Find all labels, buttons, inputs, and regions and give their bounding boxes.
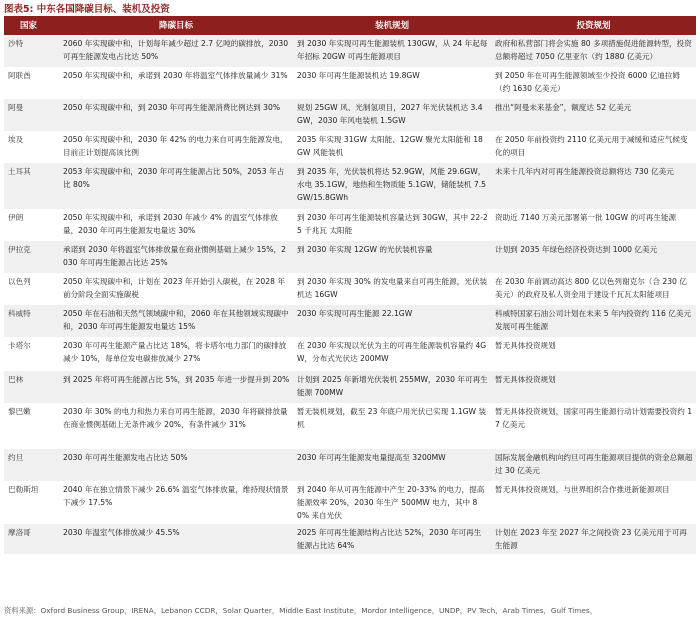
figure-caption: 图表5: 中东各国降碳目标、装机及投资	[4, 4, 170, 15]
target-cell: 2050 年实现碳中和，计划在 2023 年开始引入碳税，在 2028 年前分阶段全面实施碳税	[59, 273, 293, 305]
table-body	[4, 35, 696, 554]
investment-cell: 计划在 2023 年至 2027 年之间投资 23 亿美元用于可再生能源	[491, 524, 696, 554]
capacity-cell: 2035 年实现 31GW 太阳能、12GW 聚光太阳能和 18GW 风能装机	[293, 131, 491, 163]
investment-cell: 计划到 2035 年绿色经济投资达到 1000 亿美元	[491, 241, 696, 273]
header-country: 国家	[4, 17, 59, 35]
country-cell: 黎巴嫩	[4, 403, 59, 449]
investment-cell: 暂无具体投资规划	[491, 371, 696, 403]
capacity-cell: 计划到 2025 年新增光伏装机 255MW，2030 年可再生能源 700MW	[293, 371, 491, 403]
targets-table	[4, 17, 696, 554]
capacity-cell: 到 2035 年，光伏装机将达 52.9GW，风能 29.6GW，水电 35.1GW，地热和生物质能 5.1GW，储能装机 7.5GW/15.8GWh	[293, 163, 491, 209]
table-row	[4, 305, 696, 337]
capacity-cell: 到 2040 年从可再生能源中产生 20-33% 的电力，提高能源效率 20%，2030 年生产 500MW 电力，其中 80% 来自光伏	[293, 481, 491, 524]
investment-cell: 科威特国家石油公司计划在未来 5 年内投资约 116 亿美元发展可再生能源	[491, 305, 696, 337]
target-cell: 2050 年实现碳中和，承诺到 2030 年将温室气体排放量减少 31%	[59, 67, 293, 99]
table-row	[4, 481, 696, 524]
target-cell: 到 2025 年将可再生能源占比 5%，到 2035 年进一步提升到 20%	[59, 371, 293, 403]
investment-cell: 政府和私营部门将会实施 80 多项措施促进能源转型，投资总额将超过 7050 亿里亚尔（约 1880 亿美元）	[491, 35, 696, 67]
table-header	[4, 17, 696, 35]
country-cell: 阿联酋	[4, 67, 59, 99]
capacity-cell: 2025 年可再生能源结构占比达 52%，2030 年可再生能源占比达 64%	[293, 524, 491, 554]
target-cell: 2030 年 30% 的电力和热力来自可再生能源，2030 年将碳排放量在商业惯例基础上无条件减少 20%，有条件减少 31%	[59, 403, 293, 449]
header-target: 降碳目标	[59, 17, 293, 35]
target-cell: 2050 年在石油和天然气领域碳中和，2060 年在其他领域实现碳中和，2030 年可再生能源发电量达 15%	[59, 305, 293, 337]
capacity-cell: 2030 年实现可再生能源 22.1GW	[293, 305, 491, 337]
table-row	[4, 403, 696, 449]
table-row	[4, 241, 696, 273]
table-row	[4, 449, 696, 481]
target-cell: 承诺到 2030 年将温室气体排放量在商业惯例基础上减少 15%，2030 年可再生能源占比达 25%	[59, 241, 293, 273]
investment-cell: 在 2030 年前调动高达 800 亿以色列谢克尔（合 230 亿美元）的政府及私人资金用于建设千瓦瓦太阳能项目	[491, 273, 696, 305]
country-cell: 沙特	[4, 35, 59, 67]
country-cell: 伊拉克	[4, 241, 59, 273]
table-row	[4, 371, 696, 403]
table-row	[4, 209, 696, 241]
country-cell: 阿曼	[4, 99, 59, 131]
table-row	[4, 131, 696, 163]
investment-cell: 暂无具体投资规划	[491, 337, 696, 371]
capacity-cell: 到 2030 年实现可再生能源装机 130GW，从 24 年起每年招标 20GW 可再生能源项目	[293, 35, 491, 67]
target-cell: 2030 年可再生能源产量占比达 18%，将卡塔尔电力部门的碳排放减少 10%，每单位发电碳排放减少 27%	[59, 337, 293, 371]
header-investment: 投资规划	[491, 17, 696, 35]
capacity-cell: 2030 年可再生能源发电量提高至 3200MW	[293, 449, 491, 481]
table-row	[4, 67, 696, 99]
table-row	[4, 524, 696, 554]
country-cell: 约旦	[4, 449, 59, 481]
table-row	[4, 337, 696, 371]
table-row	[4, 99, 696, 131]
country-cell: 摩洛哥	[4, 524, 59, 554]
source-note: 资料来源：Oxford Business Group，IRENA，Lebanon CCDR，Solar Quarter，Middle East Institute，Mordor Intelligence，UNDP，PV Tech，Arab Times，Gulf Times，	[4, 606, 598, 615]
investment-cell: 暂无具体投资规划，与世界组织合作推进新能源项目	[491, 481, 696, 524]
investment-cell: 到 2050 年在可再生能源领域至少投资 6000 亿迪拉姆（约 1630 亿美元）	[491, 67, 696, 99]
capacity-cell: 2030 年可再生能源装机达 19.8GW	[293, 67, 491, 99]
investment-cell: 推出“阿曼未来基金”，额度达 52 亿美元	[491, 99, 696, 131]
investment-cell: 国际发展金融机构向约旦可再生能源项目提供的资金总额超过 30 亿美元	[491, 449, 696, 481]
capacity-cell: 暂无装机规划，截至 23 年底户用光伏已实现 1.1GW 装机	[293, 403, 491, 449]
table-row	[4, 273, 696, 305]
table-row	[4, 163, 696, 209]
country-cell: 科威特	[4, 305, 59, 337]
investment-cell: 未来十几年内对可再生能源投资总额将达 730 亿美元	[491, 163, 696, 209]
country-cell: 巴勒斯坦	[4, 481, 59, 524]
target-cell: 2030 年可再生能源发电占比达 50%	[59, 449, 293, 481]
investment-cell: 在 2050 年前投资约 2110 亿美元用于减缓和适应气候变化的项目	[491, 131, 696, 163]
target-cell: 2050 年实现碳中和，2030 年 42% 的电力来自可再生能源发电，目前正计划提高该比例	[59, 131, 293, 163]
header-capacity: 装机规划	[293, 17, 491, 35]
target-cell: 2050 年实现碳中和，到 2030 年可再生能源消费比例达到 30%	[59, 99, 293, 131]
country-cell: 埃及	[4, 131, 59, 163]
capacity-cell: 到 2030 年实现 12GW 的光伏装机容量	[293, 241, 491, 273]
country-cell: 以色列	[4, 273, 59, 305]
country-cell: 土耳其	[4, 163, 59, 209]
capacity-cell: 规划 25GW 风、光制氢项目，2027 年光伏装机达 3.4GW，2030 年风电装机 1.5GW	[293, 99, 491, 131]
country-cell: 巴林	[4, 371, 59, 403]
target-cell: 2050 年实现碳中和，承诺到 2030 年减少 4% 的温室气体排放量，2030 年可再生能源发电量达 30%	[59, 209, 293, 241]
target-cell: 2060 年实现碳中和，计划每年减少超过 2.7 亿吨的碳排放，2030 可再生能源发电占比达 50%	[59, 35, 293, 67]
investment-cell: 资助近 7140 万美元部署第一批 10GW 的可再生能源	[491, 209, 696, 241]
target-cell: 2040 年在独立情景下减少 26.6% 温室气体排放量，维持现状情景下减少 17.5%	[59, 481, 293, 524]
capacity-cell: 到 2030 年实现 30% 的发电量来自可再生能源，光伏装机达 16GW	[293, 273, 491, 305]
capacity-cell: 在 2030 年实现以光伏为主的可再生能源装机容量约 4GW，分布式光伏达 200MW	[293, 337, 491, 371]
target-cell: 2030 年温室气体排放减少 45.5%	[59, 524, 293, 554]
investment-cell: 暂无具体投资规划，国家可再生能源行动计划需要投资约 17 亿美元	[491, 403, 696, 449]
target-cell: 2053 年实现碳中和，2030 年可再生能源占比 50%，2053 年占比 80%	[59, 163, 293, 209]
table-row	[4, 35, 696, 67]
capacity-cell: 到 2030 年可再生能源装机容量达到 30GW，其中 22-25 千兆瓦 太阳能	[293, 209, 491, 241]
country-cell: 伊朗	[4, 209, 59, 241]
country-cell: 卡塔尔	[4, 337, 59, 371]
